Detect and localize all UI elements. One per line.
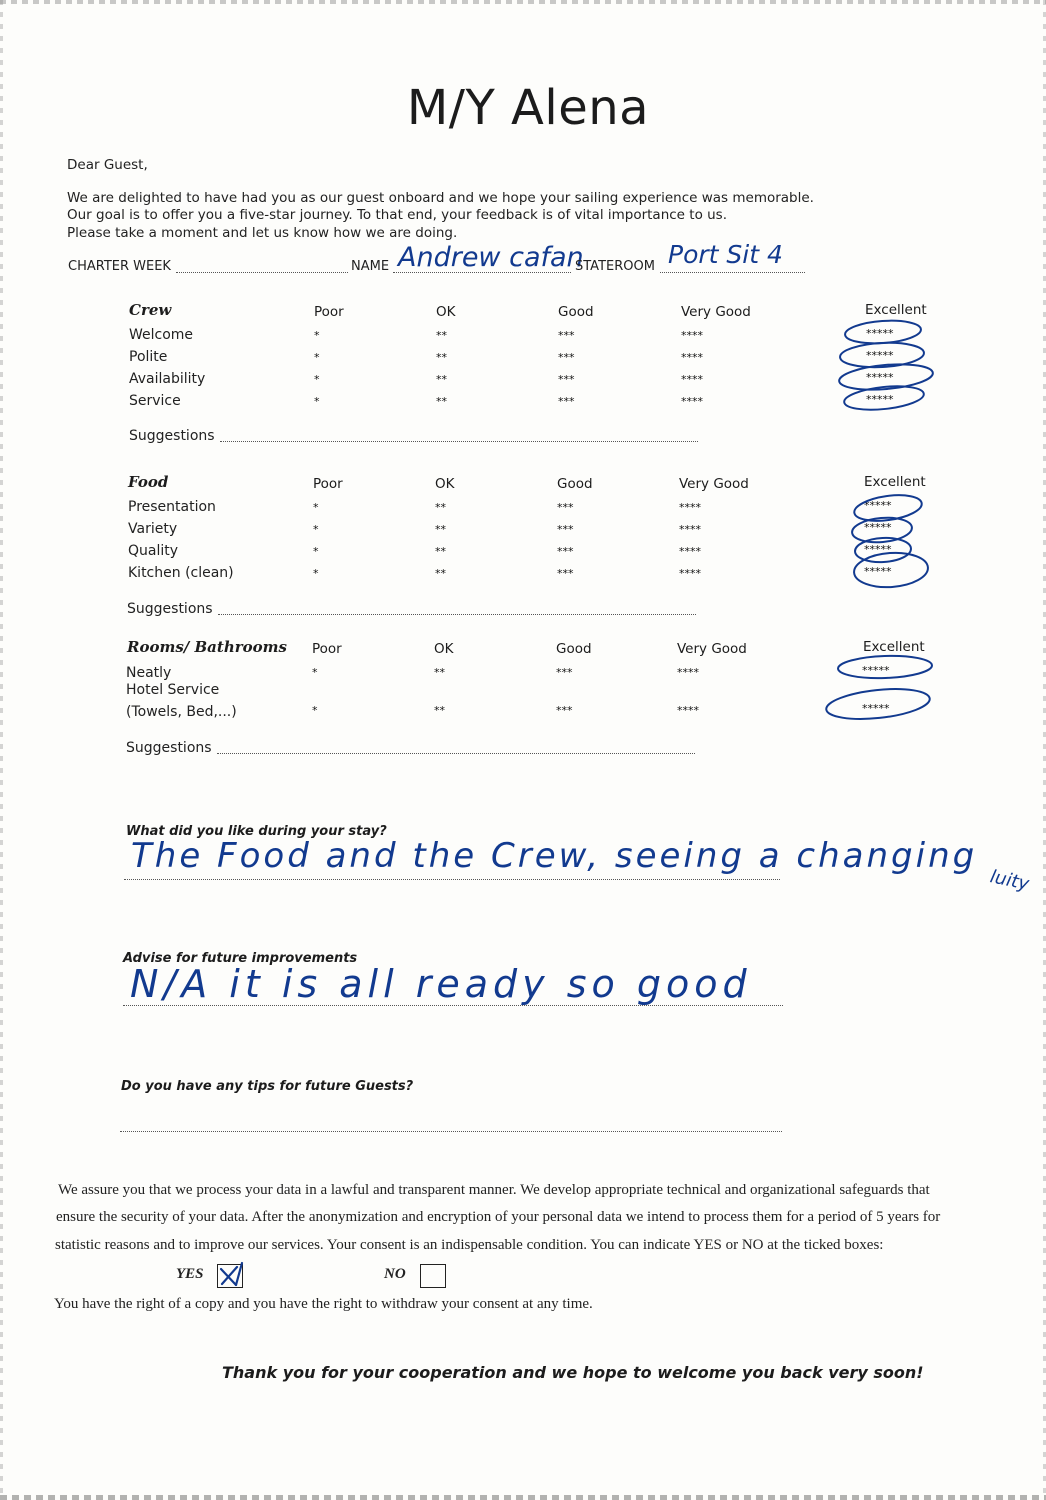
star-2[interactable]: ** xyxy=(436,329,447,342)
star-3[interactable]: *** xyxy=(558,395,575,408)
item-kitchen: Kitchen (clean) xyxy=(128,565,234,581)
suggestions-label-food: Suggestions xyxy=(127,601,213,617)
star-3[interactable]: *** xyxy=(556,666,573,679)
star-5[interactable]: ***** xyxy=(864,543,892,556)
star-1[interactable]: * xyxy=(313,545,319,558)
col-ok: OK xyxy=(434,641,454,657)
answer-liked-handwritten-tail: luity xyxy=(988,866,1031,895)
star-3[interactable]: *** xyxy=(558,329,575,342)
name-label: NAME xyxy=(351,259,390,274)
col-very-good: Very Good xyxy=(681,304,751,320)
star-1[interactable]: * xyxy=(314,373,320,386)
intro-line-3: Please take a moment and let us know how we are doing. xyxy=(67,225,458,241)
legal-line-1: We assure you that we process your data in a lawful and transparent manner. We develop appropriate technical and organizational safeguards that xyxy=(58,1182,930,1198)
section-title-food: Food xyxy=(128,473,169,491)
intro-line-2: Our goal is to offer you a five-star journey. To that end, your feedback is of vital importance to us. xyxy=(67,207,728,223)
star-4[interactable]: **** xyxy=(681,329,703,342)
rights-text: You have the right of a copy and you have the right to withdraw your consent at any time. xyxy=(54,1296,593,1312)
star-3[interactable]: *** xyxy=(557,501,574,514)
star-2[interactable]: ** xyxy=(435,523,446,536)
suggestions-label-crew: Suggestions xyxy=(129,428,215,444)
legal-line-2: ensure the security of your data. After the anonymization and encryption of your personal data we intend to process them for a period of 5 years for xyxy=(56,1209,941,1225)
star-5[interactable]: ***** xyxy=(866,349,894,362)
item-availability: Availability xyxy=(129,371,206,387)
suggestions-label-rooms: Suggestions xyxy=(126,740,212,756)
col-very-good: Very Good xyxy=(679,476,749,492)
name-handwritten: Andrew cafan xyxy=(398,242,584,273)
consent-no-checkbox[interactable] xyxy=(420,1264,446,1288)
item-polite: Polite xyxy=(129,349,168,365)
col-excellent: Excellent xyxy=(864,474,926,490)
answer-tips-line[interactable] xyxy=(120,1131,782,1132)
star-4[interactable]: **** xyxy=(681,395,703,408)
section-title-rooms: Rooms/ Bathrooms xyxy=(127,638,287,656)
star-3[interactable]: *** xyxy=(557,567,574,580)
star-5[interactable]: ***** xyxy=(862,664,890,677)
col-good: Good xyxy=(556,641,592,657)
col-poor: Poor xyxy=(314,304,344,320)
answer-improvements-handwritten: N/A it is all ready so good xyxy=(130,962,752,1006)
item-neatly: Neatly xyxy=(126,665,172,681)
star-4[interactable]: **** xyxy=(681,351,703,364)
star-2[interactable]: ** xyxy=(436,351,447,364)
star-4[interactable]: **** xyxy=(679,567,701,580)
star-5[interactable]: ***** xyxy=(864,499,892,512)
star-4[interactable]: **** xyxy=(681,373,703,386)
star-1[interactable]: * xyxy=(314,351,320,364)
star-4[interactable]: **** xyxy=(677,704,699,717)
col-poor: Poor xyxy=(313,476,343,492)
circle-food-presentation xyxy=(853,491,924,524)
star-5[interactable]: ***** xyxy=(864,521,892,534)
answer-liked-handwritten: The Food and the Crew, seeing a changing xyxy=(131,836,978,876)
item-variety: Variety xyxy=(128,521,178,537)
star-3[interactable]: *** xyxy=(558,373,575,386)
greeting: Dear Guest, xyxy=(67,157,148,173)
question-improvements: Advise for future improvements xyxy=(123,951,358,966)
col-ok: OK xyxy=(435,476,455,492)
star-5[interactable]: ***** xyxy=(866,327,894,340)
item-welcome: Welcome xyxy=(129,327,194,343)
star-4[interactable]: **** xyxy=(677,666,699,679)
page-title: M/Y Alena xyxy=(406,80,650,136)
star-5[interactable]: ***** xyxy=(866,393,894,406)
star-5[interactable]: ***** xyxy=(864,565,892,578)
star-5[interactable]: ***** xyxy=(866,371,894,384)
section-title-crew: Crew xyxy=(129,301,172,319)
star-2[interactable]: ** xyxy=(436,395,447,408)
item-service: Service xyxy=(129,393,181,409)
stateroom-handwritten: Port Sit 4 xyxy=(668,240,783,269)
star-1[interactable]: * xyxy=(314,395,320,408)
charter-week-label: CHARTER WEEK xyxy=(68,259,171,274)
star-3[interactable]: *** xyxy=(557,523,574,536)
circle-food-kitchen xyxy=(853,550,929,589)
star-2[interactable]: ** xyxy=(434,666,445,679)
circle-crew-service xyxy=(843,383,925,413)
star-2[interactable]: ** xyxy=(435,545,446,558)
check-x-icon xyxy=(216,1259,244,1289)
star-1[interactable]: * xyxy=(313,523,319,536)
answer-liked-line[interactable] xyxy=(124,879,780,880)
col-poor: Poor xyxy=(312,641,342,657)
thanks-text: Thank you for your cooperation and we hope to welcome you back very soon! xyxy=(222,1363,924,1382)
item-presentation: Presentation xyxy=(128,499,216,515)
star-4[interactable]: **** xyxy=(679,523,701,536)
col-ok: OK xyxy=(436,304,456,320)
question-tips: Do you have any tips for future Guests? xyxy=(121,1079,414,1094)
item-hotel-service: Hotel Service xyxy=(126,682,220,698)
col-good: Good xyxy=(557,476,593,492)
consent-no-label: NO xyxy=(384,1266,406,1282)
star-3[interactable]: *** xyxy=(557,545,574,558)
star-1[interactable]: * xyxy=(312,666,318,679)
star-1[interactable]: * xyxy=(313,567,319,580)
intro-line-1: We are delighted to have had you as our guest onboard and we hope your sailing experience was memorable. xyxy=(67,190,814,206)
star-2[interactable]: ** xyxy=(434,704,445,717)
circle-rooms-neatly xyxy=(838,654,933,679)
question-liked: What did you like during your stay? xyxy=(126,824,387,839)
circle-rooms-hotel-service xyxy=(825,685,931,724)
col-excellent: Excellent xyxy=(863,639,925,655)
col-excellent: Excellent xyxy=(865,302,927,318)
star-4[interactable]: **** xyxy=(679,501,701,514)
stateroom-label: STATEROOM xyxy=(575,259,655,274)
star-2[interactable]: ** xyxy=(435,501,446,514)
col-good: Good xyxy=(558,304,594,320)
item-quality: Quality xyxy=(128,543,179,559)
consent-yes-checkbox[interactable] xyxy=(217,1264,243,1288)
star-3[interactable]: *** xyxy=(556,704,573,717)
star-1[interactable]: * xyxy=(314,329,320,342)
star-1[interactable]: * xyxy=(312,704,318,717)
col-very-good: Very Good xyxy=(677,641,747,657)
star-3[interactable]: *** xyxy=(558,351,575,364)
legal-line-3: statistic reasons and to improve our services. Your consent is an indispensable condition. You can indicate YES or NO at the ticked boxes: xyxy=(55,1237,884,1253)
star-5[interactable]: ***** xyxy=(862,702,890,715)
star-1[interactable]: * xyxy=(313,501,319,514)
consent-yes-label: YES xyxy=(176,1266,204,1282)
star-2[interactable]: ** xyxy=(435,567,446,580)
item-towels-bed: (Towels, Bed,...) xyxy=(126,704,237,720)
circle-crew-welcome xyxy=(844,318,921,345)
star-4[interactable]: **** xyxy=(679,545,701,558)
star-2[interactable]: ** xyxy=(436,373,447,386)
